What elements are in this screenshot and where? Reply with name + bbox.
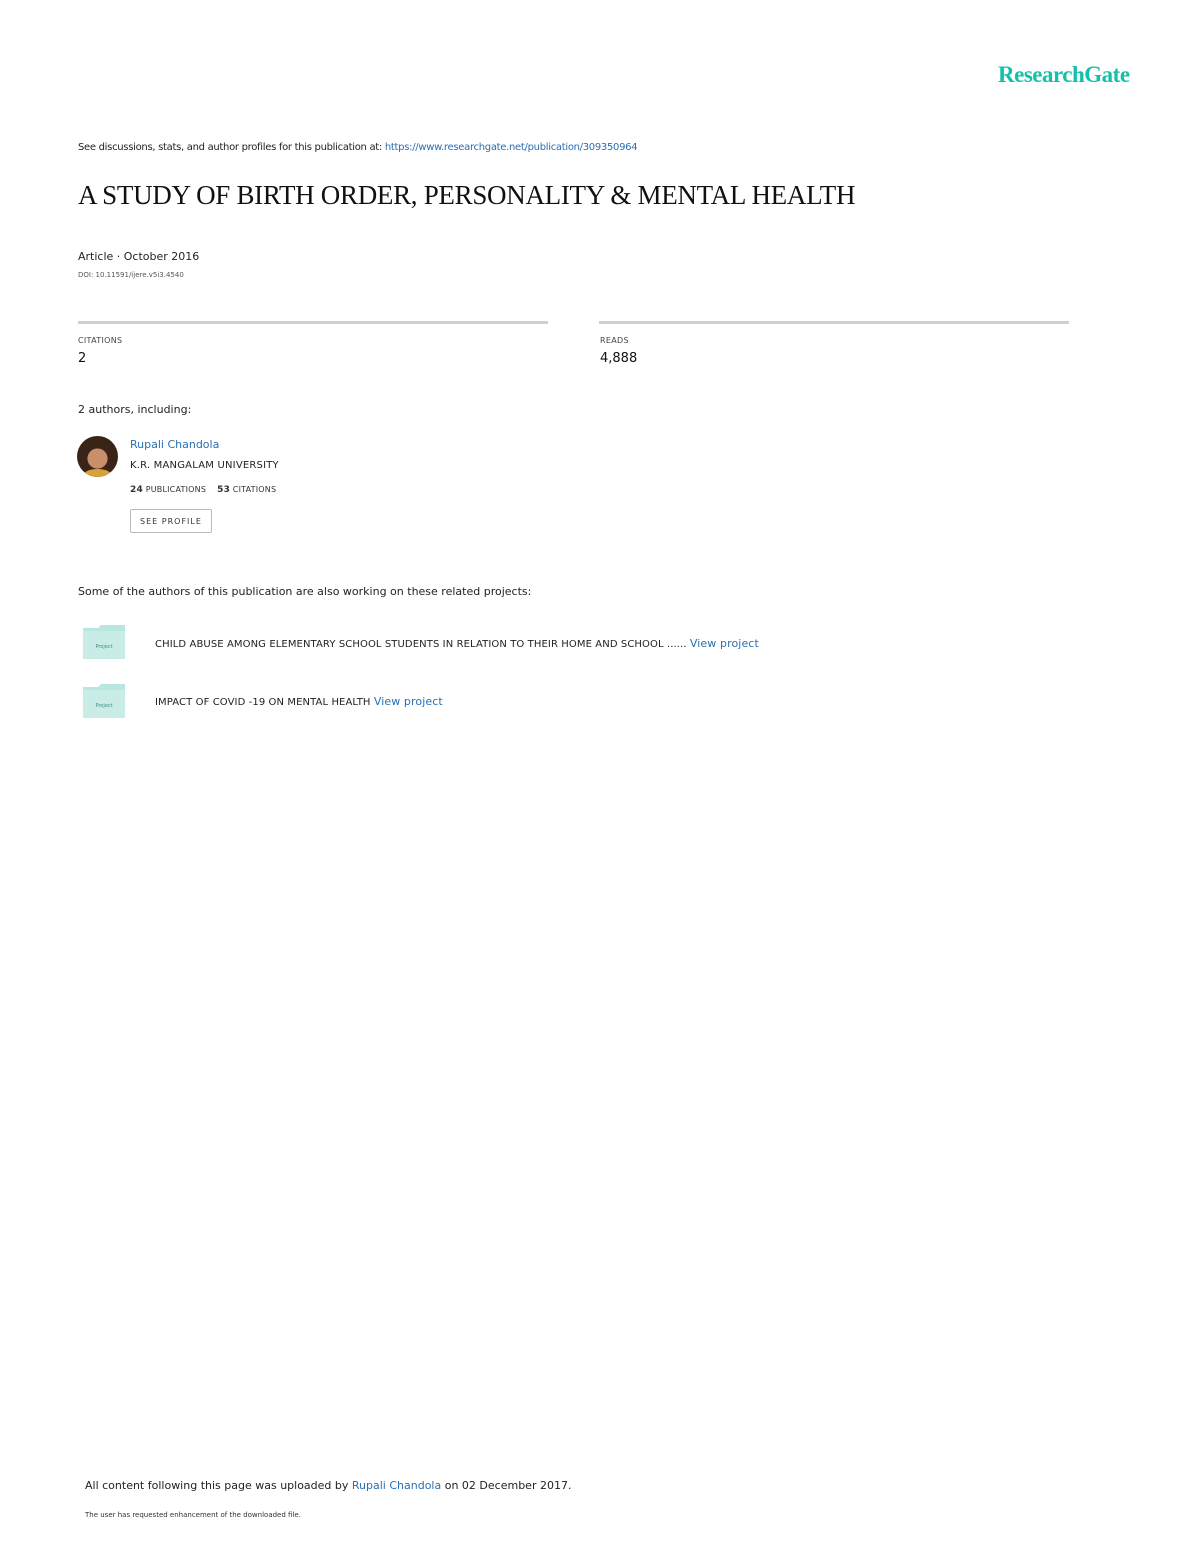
avatar-shoulder: [83, 469, 112, 477]
reads-label: READS: [600, 336, 629, 345]
author-stats: [130, 485, 276, 495]
publication-url-link[interactable]: https://www.researchgate.net/publication/309350964: [384, 142, 638, 153]
reads-divider: [599, 321, 1069, 324]
researchgate-logo[interactable]: ResearchGate: [998, 62, 1130, 87]
upload-prefix: All content following this page was uploaded by: [85, 1479, 349, 1492]
citations-value: 2: [78, 351, 87, 366]
see-prefix: See discussions, stats, and author profiles for this publication at:: [78, 142, 382, 153]
publication-doi: DOI: 10.11591/ijere.v5i3.4540: [78, 271, 184, 279]
project-folder-icon: [82, 625, 126, 659]
uploader-link[interactable]: Rupali Chandola: [351, 1479, 442, 1492]
author-avatar[interactable]: [77, 436, 118, 477]
publication-meta: Article · October 2016: [78, 250, 200, 263]
project-item: [155, 695, 443, 708]
see-profile-button[interactable]: SEE PROFILE: [130, 509, 212, 533]
authors-heading: 2 authors, including:: [78, 403, 192, 416]
publication-link-line: [78, 142, 637, 153]
author-institution: K.R. MANGALAM UNIVERSITY: [130, 460, 279, 471]
upload-note: [85, 1479, 571, 1492]
enhancement-note: The user has requested enhancement of the downloaded file.: [85, 1511, 301, 1519]
view-project-link[interactable]: View project: [689, 637, 759, 650]
publication-title: A STUDY OF BIRTH ORDER, PERSONALITY & MENTAL HEALTH: [78, 180, 856, 210]
project-title: IMPACT OF COVID -19 ON MENTAL HEALTH: [155, 697, 371, 708]
author-citations-label: CITATIONS: [232, 485, 277, 494]
view-project-link[interactable]: View project: [373, 695, 443, 708]
reads-value: 4,888: [600, 351, 638, 366]
author-publications-label: PUBLICATIONS: [145, 485, 207, 494]
project-icon-label-1: Project: [95, 644, 113, 650]
citations-label: CITATIONS: [78, 336, 123, 345]
project-folder-icon: [82, 684, 126, 718]
author-publications-count: 24: [130, 485, 143, 495]
project-icon-label-2: Project: [95, 703, 113, 709]
citations-divider: [78, 321, 548, 324]
project-item: [155, 637, 759, 650]
author-name-link[interactable]: Rupali Chandola: [130, 438, 220, 451]
project-title: CHILD ABUSE AMONG ELEMENTARY SCHOOL STUDENTS IN RELATION TO THEIR HOME AND SCHOOL ......: [155, 639, 687, 650]
upload-suffix: on 02 December 2017.: [444, 1479, 572, 1492]
author-citations-count: 53: [217, 485, 231, 495]
projects-heading: Some of the authors of this publication are also working on these related projects:: [78, 585, 532, 598]
